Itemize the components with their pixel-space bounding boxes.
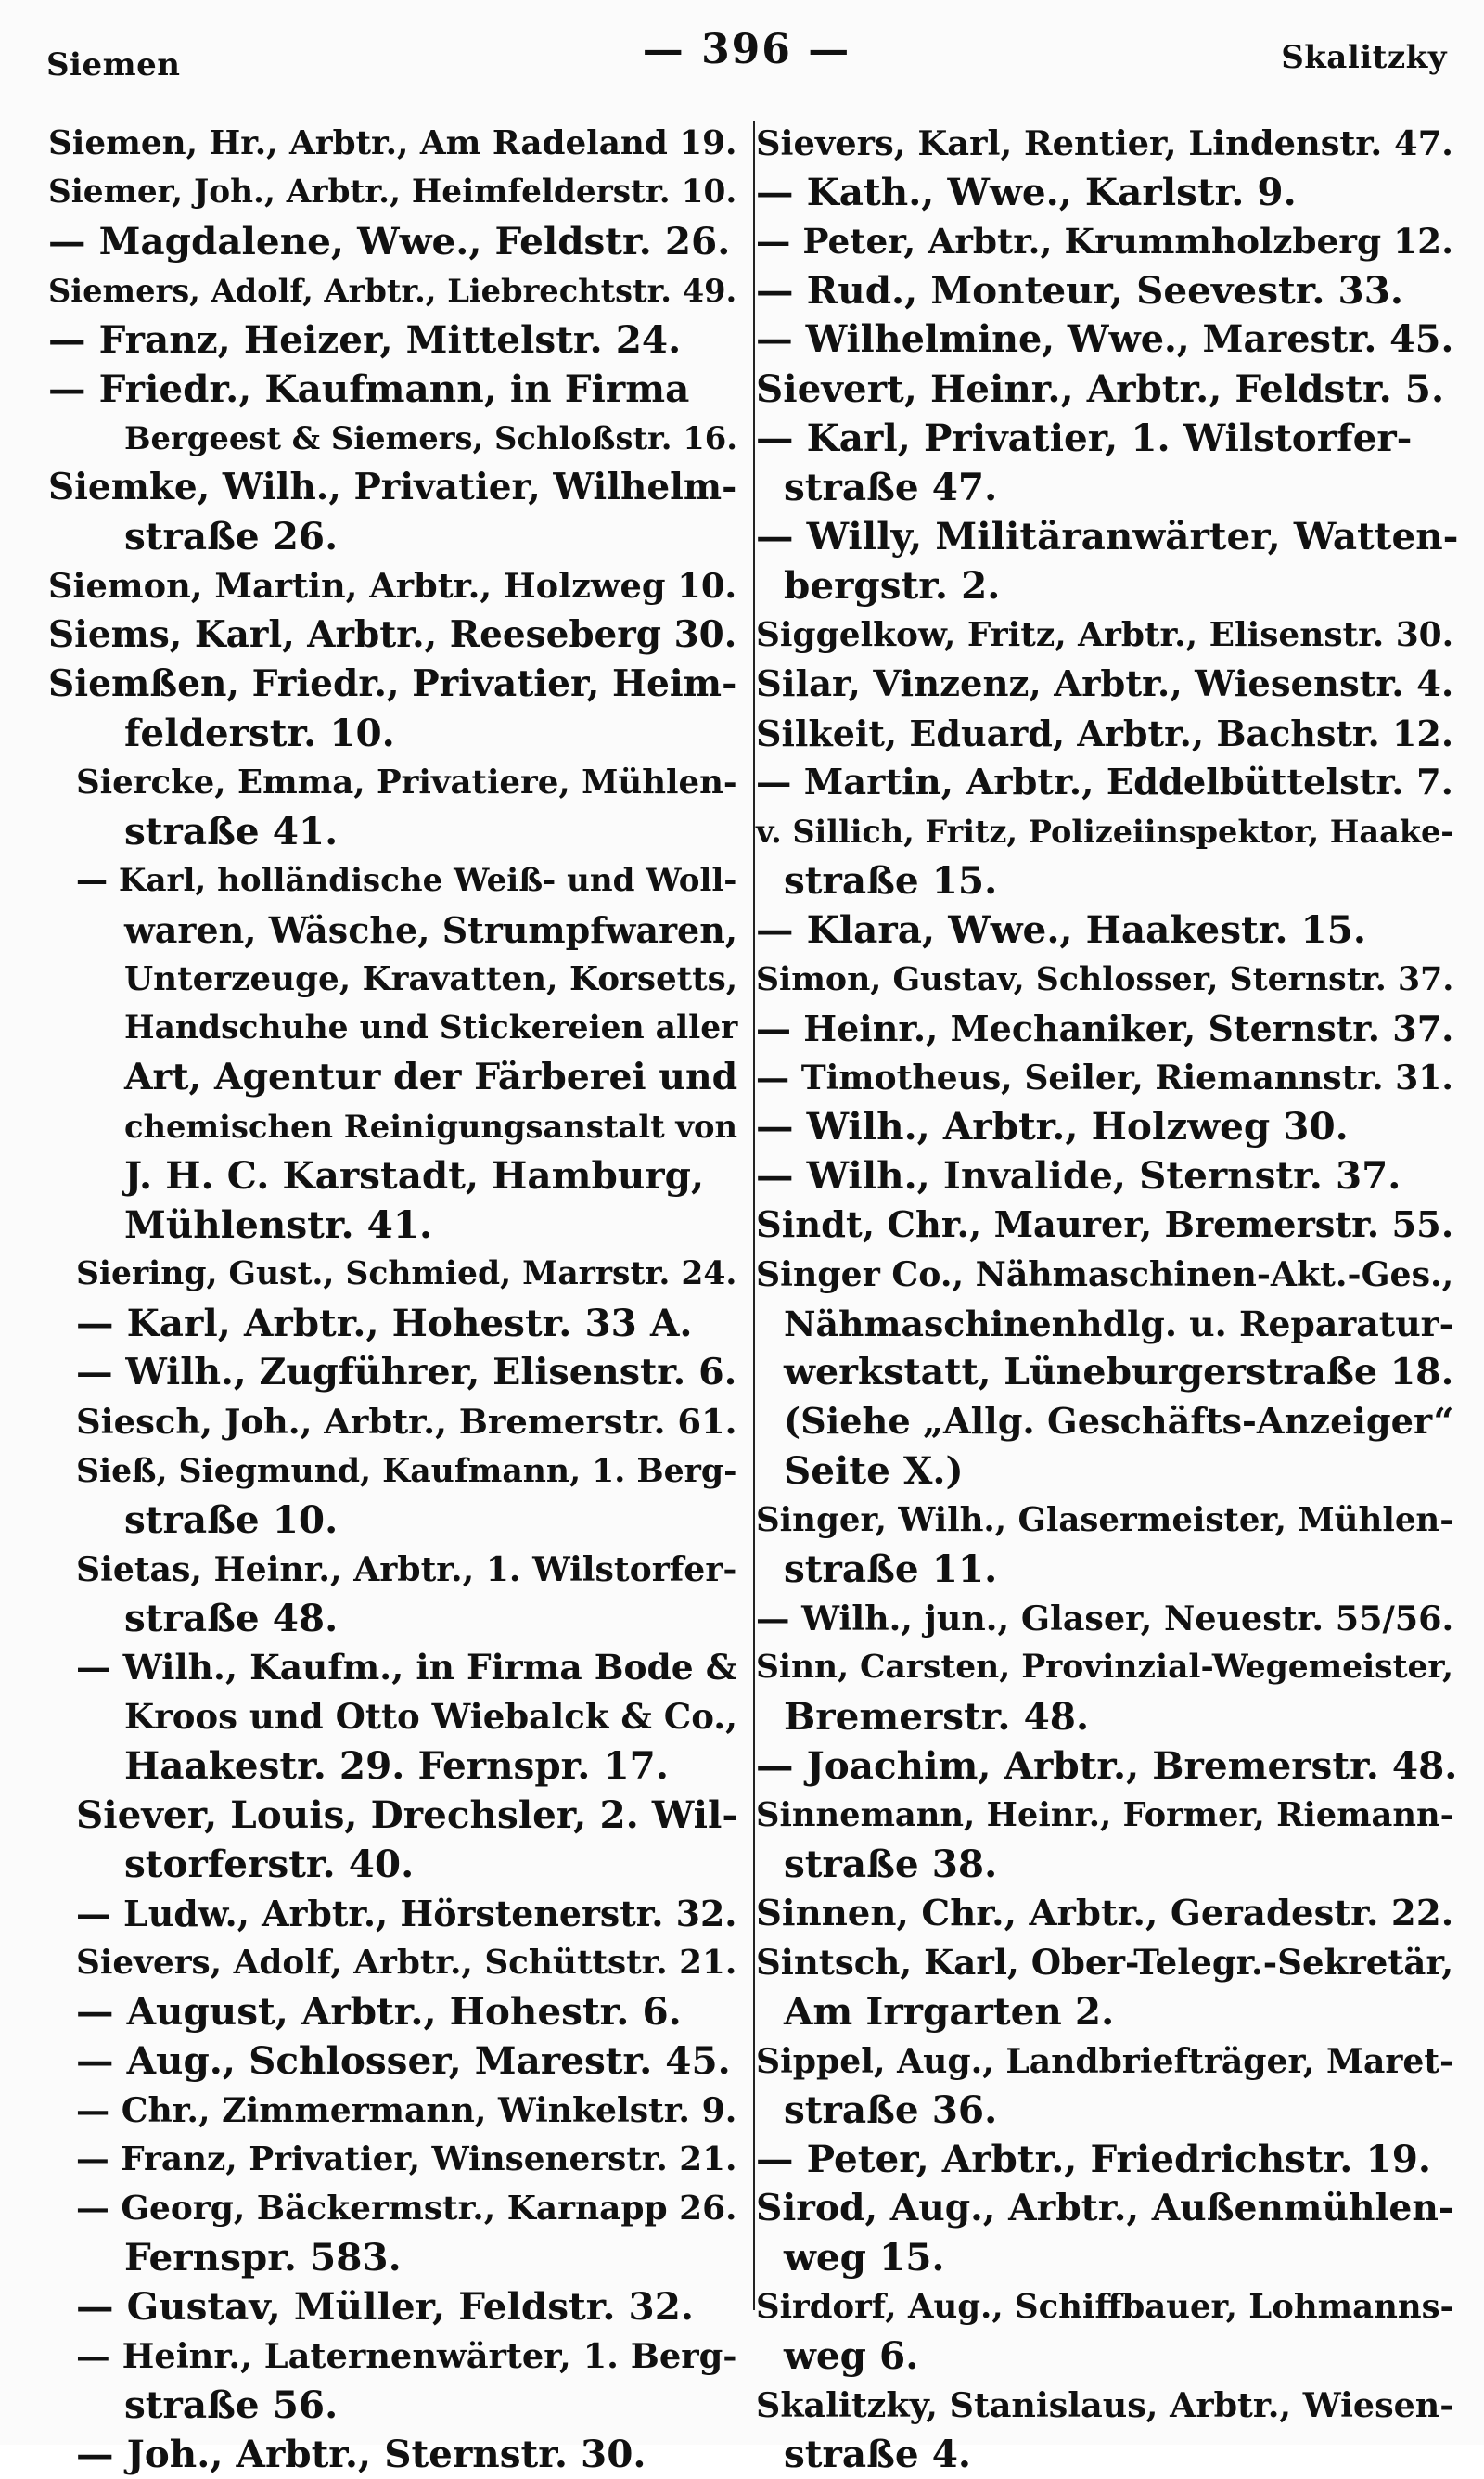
directory-entry-line: Siemßen, Friedr., Privatier, Heim- — [48, 662, 737, 705]
directory-entry-line: — Rud., Monteur, Seevestr. 33. — [756, 268, 1403, 313]
directory-entry-line: — Martin, Arbtr., Eddelbüttelstr. 7. — [756, 762, 1454, 803]
directory-entry-line: Unterzeuge, Kravatten, Korsetts, — [124, 959, 738, 998]
directory-entry-line: straße 41. — [124, 809, 339, 854]
directory-entry-line: Sippel, Aug., Landbriefträger, Maret- — [756, 2041, 1454, 2081]
directory-entry-line: v. Sillich, Fritz, Polizeiinspektor, Haake- — [756, 814, 1454, 850]
directory-entry-line: Singer Co., Nähmaschinen-Akt.-Ges., — [756, 1254, 1454, 1294]
directory-entry-line: Nähmaschinenhdlg. u. Reparatur- — [784, 1303, 1454, 1344]
directory-entry-line: Sietas, Heinr., Arbtr., 1. Wilstorfer- — [76, 1549, 737, 1589]
directory-entry-line: straße 48. — [124, 1596, 339, 1640]
directory-entry-line: Bremerstr. 48. — [784, 1694, 1090, 1739]
directory-entry-line: (Siehe „Allg. Geschäfts-Anzeiger“ — [784, 1401, 1454, 1443]
directory-entry-line: Siemer, Joh., Arbtr., Heimfelderstr. 10. — [48, 173, 737, 211]
running-head-left: Siemen — [46, 46, 181, 83]
directory-entry-line: Siesch, Joh., Arbtr., Bremerstr. 61. — [76, 1401, 737, 1442]
directory-entry-line: Singer, Wilh., Glasermeister, Mühlen- — [756, 1501, 1454, 1539]
directory-entry-line: straße 26. — [124, 514, 339, 559]
directory-entry-line: Siemon, Martin, Arbtr., Holzweg 10. — [48, 566, 737, 606]
directory-entry-line: — Timotheus, Seiler, Riemannstr. 31. — [756, 1058, 1454, 1098]
directory-entry-line: — August, Arbtr., Hohestr. 6. — [76, 1989, 682, 2034]
directory-entry-line: Silkeit, Eduard, Arbtr., Bachstr. 12. — [756, 713, 1454, 754]
directory-entry-line: Kroos und Otto Wiebalck & Co., — [124, 1696, 738, 1737]
directory-entry-line: Sirod, Aug., Arbtr., Außenmühlen- — [756, 2187, 1454, 2229]
directory-entry-line: — Joachim, Arbtr., Bremerstr. 48. — [756, 1743, 1458, 1788]
directory-entry-line: Simon, Gustav, Schlosser, Sternstr. 37. — [756, 960, 1454, 998]
directory-entry-line: Siggelkow, Fritz, Arbtr., Elisenstr. 30. — [756, 615, 1454, 654]
directory-entry-line: Mühlenstr. 41. — [124, 1202, 433, 1247]
directory-entry-line: straße 38. — [784, 1842, 998, 1886]
directory-entry-line: Silar, Vinzenz, Arbtr., Wiesenstr. 4. — [756, 663, 1454, 705]
directory-entry-line: Sievers, Adolf, Arbtr., Schüttstr. 21. — [76, 1943, 737, 1982]
directory-entry-line: straße 47. — [784, 465, 998, 509]
directory-entry-line: Sievers, Karl, Rentier, Lindenstr. 47. — [756, 122, 1453, 163]
directory-entry-line: Siercke, Emma, Privatiere, Mühlen- — [76, 764, 737, 802]
directory-entry-line: Sievert, Heinr., Arbtr., Feldstr. 5. — [756, 366, 1445, 411]
page-number: — 396 — — [642, 26, 851, 73]
directory-entry-line: Art, Agentur der Färberei und — [124, 1056, 738, 1098]
directory-entry-line: J. H. C. Karstadt, Hamburg, — [124, 1153, 705, 1198]
directory-entry-line: Bergeest & Siemers, Schloßstr. 16. — [124, 419, 737, 456]
directory-entry-line: Skalitzky, Stanislaus, Arbtr., Wiesen- — [756, 2385, 1454, 2425]
directory-entry-line: storferstr. 40. — [124, 1842, 415, 1886]
directory-entry-line: Sindt, Chr., Maurer, Bremerstr. 55. — [756, 1204, 1454, 1246]
directory-entry-line: Siering, Gust., Schmied, Marrstr. 24. — [76, 1255, 737, 1292]
directory-entry-line: straße 10. — [124, 1497, 339, 1542]
directory-entry-line: Sinn, Carsten, Provinzial-Wegemeister, — [756, 1649, 1454, 1686]
directory-entry-line: Sinnemann, Heinr., Former, Riemann- — [756, 1796, 1454, 1834]
directory-entry-line: — Franz, Heizer, Mittelstr. 24. — [48, 317, 682, 362]
directory-entry-line: — Chr., Zimmermann, Winkelstr. 9. — [76, 2090, 737, 2130]
directory-entry-line: Sirdorf, Aug., Schiffbauer, Lohmanns- — [756, 2288, 1454, 2326]
directory-entry-line: — Peter, Arbtr., Krummholzberg 12. — [756, 221, 1454, 262]
directory-entry-line: — Joh., Arbtr., Sternstr. 30. — [76, 2432, 646, 2476]
directory-entry-line: Siever, Louis, Drechsler, 2. Wil- — [76, 1792, 738, 1837]
directory-entry-line: Siemen, Hr., Arbtr., Am Radeland 19. — [48, 123, 737, 162]
directory-entry-line: Sieß, Siegmund, Kaufmann, 1. Berg- — [76, 1452, 737, 1490]
directory-entry-line: — Klara, Wwe., Haakestr. 15. — [756, 907, 1366, 952]
directory-entry-line: — Heinr., Mechaniker, Sternstr. 37. — [756, 1008, 1454, 1049]
directory-entry-line: Siemke, Wilh., Privatier, Wilhelm- — [48, 466, 737, 508]
directory-entry-line: straße 11. — [784, 1547, 998, 1591]
directory-entry-line: Haakestr. 29. Fernspr. 17. — [124, 1743, 669, 1788]
directory-entry-line: — Willy, Militäranwärter, Watten- — [756, 514, 1459, 559]
directory-entry-line: Fernspr. 583. — [124, 2235, 402, 2280]
directory-entry-line: — Karl, Privatier, 1. Wilstorfer- — [756, 416, 1413, 460]
directory-entry-line: straße 36. — [784, 2087, 998, 2132]
directory-entry-line: — Aug., Schlosser, Marestr. 45. — [76, 2038, 731, 2083]
directory-entry-line: Siems, Karl, Arbtr., Reeseberg 30. — [48, 613, 737, 656]
directory-entry-line: Sintsch, Karl, Ober-Telegr.-Sekretär, — [756, 1942, 1454, 1983]
directory-entry-line: — Franz, Privatier, Winsenerstr. 21. — [76, 2139, 737, 2178]
directory-entry-line: felderstr. 10. — [124, 711, 395, 755]
directory-entry-line: Am Irrgarten 2. — [784, 1989, 1115, 2034]
directory-entry-line: straße 15. — [784, 858, 998, 903]
directory-entry-line: — Georg, Bäckermstr., Karnapp 26. — [76, 2189, 737, 2228]
directory-entry-line: — Wilh., jun., Glaser, Neuestr. 55/56. — [756, 1599, 1454, 1638]
directory-entry-line: straße 56. — [124, 2383, 339, 2427]
directory-entry-line: — Magdalene, Wwe., Feldstr. 26. — [48, 219, 731, 263]
directory-entry-line: Seite X.) — [784, 1448, 964, 1493]
directory-entry-line: — Friedr., Kaufmann, in Firma — [48, 366, 690, 411]
directory-entry-line: straße 4. — [784, 2432, 972, 2476]
page-header — [46, 26, 1447, 82]
directory-entry-line: — Wilhelmine, Wwe., Marestr. 45. — [756, 318, 1454, 361]
running-head-right: Skalitzky — [1281, 39, 1447, 76]
directory-entry-line: chemischen Reinigungsanstalt von — [124, 1108, 737, 1145]
directory-entry-line: — Karl, Arbtr., Hohestr. 33 A. — [76, 1301, 693, 1345]
directory-entry-line: — Wilh., Kaufm., in Firma Bode & — [76, 1647, 737, 1688]
directory-entry-line: weg 15. — [784, 2235, 945, 2280]
directory-entry-line: Handschuhe und Stickereien aller — [124, 1009, 738, 1047]
directory-entry-line: Sinnen, Chr., Arbtr., Geradestr. 22. — [756, 1893, 1454, 1934]
directory-entry-line: — Wilh., Arbtr., Holzweg 30. — [756, 1104, 1349, 1149]
directory-entry-line: — Gustav, Müller, Feldstr. 32. — [76, 2284, 695, 2329]
directory-entry-line: bergstr. 2. — [784, 563, 1001, 608]
directory-entry-line: — Heinr., Laternenwärter, 1. Berg- — [76, 2335, 737, 2376]
directory-entry-line: weg 6. — [784, 2333, 919, 2378]
directory-entry-line: — Wilh., Invalide, Sternstr. 37. — [756, 1153, 1401, 1198]
directory-entry-line: — Kath., Wwe., Karlstr. 9. — [756, 170, 1297, 214]
directory-entry-line: werkstatt, Lüneburgerstraße 18. — [784, 1351, 1454, 1394]
directory-entry-line: — Peter, Arbtr., Friedrichstr. 19. — [756, 2137, 1431, 2181]
directory-entry-line: — Karl, holländische Weiß- und Woll- — [76, 862, 737, 899]
directory-entry-line: waren, Wäsche, Strumpfwaren, — [124, 909, 738, 951]
right-column — [737, 119, 1461, 2479]
directory-entry-line: — Wilh., Zugführer, Elisenstr. 6. — [76, 1351, 737, 1394]
directory-entry-line: — Ludw., Arbtr., Hörstenerstr. 32. — [76, 1893, 737, 1934]
left-column — [48, 119, 744, 2479]
directory-entry-line: Siemers, Adolf, Arbtr., Liebrechtstr. 49. — [48, 272, 737, 309]
